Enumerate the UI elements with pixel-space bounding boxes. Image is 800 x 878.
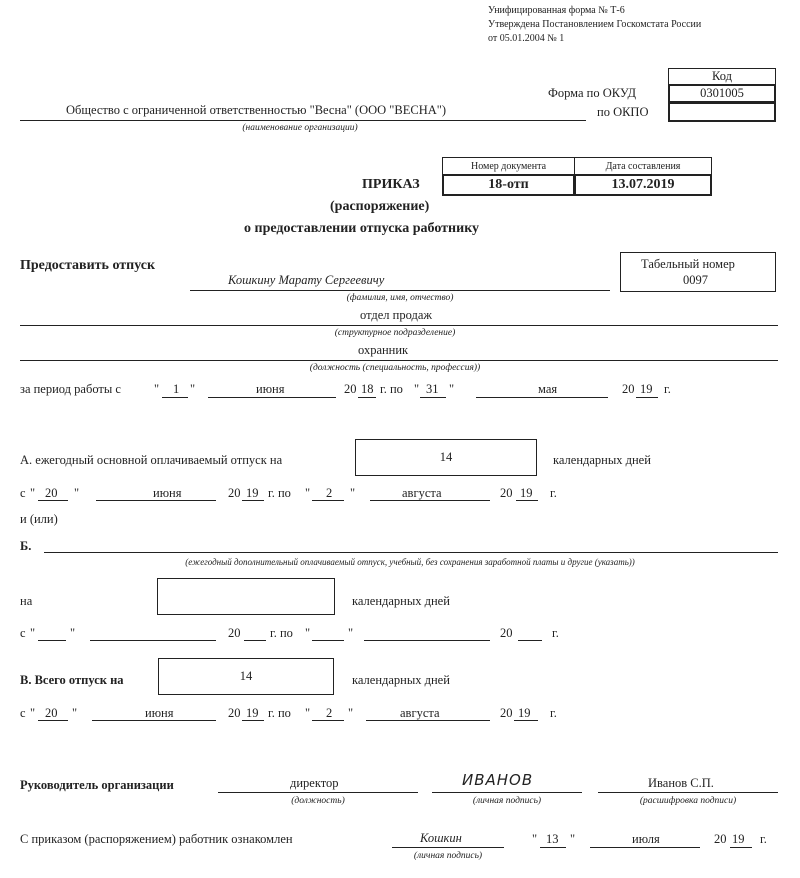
section-a-label: А. ежегодный основной оплачиваемый отпуск на <box>20 453 283 467</box>
section-v-year-suffix: г. <box>550 706 557 720</box>
organization-name: Общество с ограниченной ответственностью "Весна" (ООО "ВЕСНА") <box>66 103 447 117</box>
and-or-label: и (или) <box>20 512 58 526</box>
section-b-line <box>44 552 778 553</box>
period-from-year: 18 <box>361 382 374 396</box>
acquainted-label: С приказом (распоряжением) работник ознакомлен <box>20 832 293 846</box>
employee-name-caption: (фамилия, имя, отчество) <box>346 293 454 303</box>
worker-signature-caption: (личная подпись) <box>413 851 483 861</box>
title-rasporyazhenie: (распоряжение) <box>330 199 430 214</box>
section-a-days: 14 <box>355 439 537 476</box>
section-a-from-day: 20 <box>45 486 58 500</box>
section-a-to-year: 19 <box>520 486 533 500</box>
section-a-to-label: г. по <box>268 486 291 500</box>
okpo-label: по ОКПО <box>597 105 649 119</box>
form-line-1: Унифицированная форма № Т-6 <box>488 5 625 16</box>
section-a-to-year-prefix: 20 <box>500 486 513 500</box>
section-b-caption: (ежегодный дополнительный оплачиваемый отпуск, учебный, без сохранения заработной платы и другие (указать)) <box>185 557 635 567</box>
section-a-from-year: 19 <box>246 486 259 500</box>
section-v-to-label: г. по <box>268 706 291 720</box>
period-from-day: 1 <box>173 382 180 396</box>
section-b-to-year-prefix: 20 <box>500 626 513 640</box>
organization-line <box>20 120 586 121</box>
head-decoding-caption: (расшифровка подписи) <box>639 796 737 806</box>
head-decoding: Иванов С.П. <box>648 776 714 790</box>
grant-label: Предоставить отпуск <box>20 258 156 273</box>
section-a-from-month: июня <box>153 486 182 500</box>
acquainted-year: 19 <box>732 832 745 846</box>
period-to-year-prefix: 20 <box>622 382 635 396</box>
section-b-on-label: на <box>20 594 33 608</box>
section-v-to-year-prefix: 20 <box>500 706 513 720</box>
doc-date-value: 13.07.2019 <box>574 174 712 196</box>
head-label: Руководитель организации <box>20 778 174 792</box>
section-a-to-month: августа <box>402 486 442 500</box>
head-position: директор <box>290 776 339 790</box>
acquainted-month: июля <box>632 832 660 846</box>
doc-date-header: Дата составления <box>574 157 712 175</box>
title-subject: о предоставлении отпуска работнику <box>244 221 480 236</box>
section-v-from-month: июня <box>145 706 174 720</box>
period-to-year: 19 <box>640 382 653 396</box>
period-from-year-prefix: 20 <box>344 382 357 396</box>
section-b-year-suffix: г. <box>552 626 559 640</box>
section-v-year-prefix: 20 <box>228 706 241 720</box>
section-b-year-prefix: 20 <box>228 626 241 640</box>
section-a-year-suffix: г. <box>550 486 557 500</box>
head-position-caption: (должность) <box>291 796 345 806</box>
section-v-to-day: 2 <box>326 706 333 720</box>
section-v-days: 14 <box>158 658 334 695</box>
period-label: за период работы с <box>20 382 121 396</box>
department: отдел продаж <box>360 308 433 322</box>
period-year-suffix: г. <box>664 382 671 396</box>
doc-number-value: 18-отп <box>442 174 575 196</box>
okud-label: Форма по ОКУД <box>548 86 636 100</box>
section-v-from-day: 20 <box>45 706 58 720</box>
position-line <box>20 360 778 361</box>
period-from-month: июня <box>256 382 285 396</box>
title-prikaz: ПРИКАЗ <box>362 177 420 192</box>
section-b-days <box>157 578 335 615</box>
acquainted-year-prefix: 20 <box>714 832 727 846</box>
head-signature: ИВАНОВ <box>462 771 534 789</box>
section-a-to-day: 2 <box>326 486 333 500</box>
section-v-from-year: 19 <box>246 706 259 720</box>
form-line-2: Утверждена Постановлением Госкомстата России <box>488 19 702 30</box>
section-b-from-prefix: с <box>20 626 26 640</box>
tab-number-header: Табельный номер <box>641 257 735 271</box>
section-a-days-label: календарных дней <box>553 453 651 467</box>
department-caption: (структурное подразделение) <box>334 328 456 338</box>
position-caption: (должность (специальность, профессия)) <box>309 363 481 373</box>
employee-name-line <box>190 290 610 291</box>
tab-number-value: 0097 <box>683 273 708 287</box>
position: охранник <box>358 343 409 357</box>
acquainted-year-suffix: г. <box>760 832 767 846</box>
section-v-to-month: августа <box>400 706 440 720</box>
section-v-from-prefix: с <box>20 706 26 720</box>
head-signature-caption: (личная подпись) <box>472 796 542 806</box>
department-line <box>20 325 778 326</box>
okud-value: 0301005 <box>668 84 776 103</box>
section-v-days-label: календарных дней <box>352 673 450 687</box>
section-v-to-year: 19 <box>518 706 531 720</box>
section-a-year-prefix: 20 <box>228 486 241 500</box>
period-to-day: 31 <box>426 382 439 396</box>
section-a-from-prefix: с <box>20 486 26 500</box>
code-header: Код <box>668 68 776 85</box>
doc-number-header: Номер документа <box>442 157 575 175</box>
okpo-value <box>668 102 776 122</box>
acquainted-day: 13 <box>546 832 559 846</box>
form-line-3: от 05.01.2004 № 1 <box>488 33 565 44</box>
section-b-to-label: г. по <box>270 626 293 640</box>
employee-name: Кошкину Марату Сергеевичу <box>228 273 385 287</box>
section-b-days-label: календарных дней <box>352 594 450 608</box>
period-to-label: г. по <box>380 382 403 396</box>
period-to-month: мая <box>538 382 558 396</box>
section-v-label: В. Всего отпуск на <box>20 673 124 687</box>
section-b-label: Б. <box>20 539 32 553</box>
organization-caption: (наименование организации) <box>242 123 358 133</box>
worker-signature: Кошкин <box>420 831 462 845</box>
